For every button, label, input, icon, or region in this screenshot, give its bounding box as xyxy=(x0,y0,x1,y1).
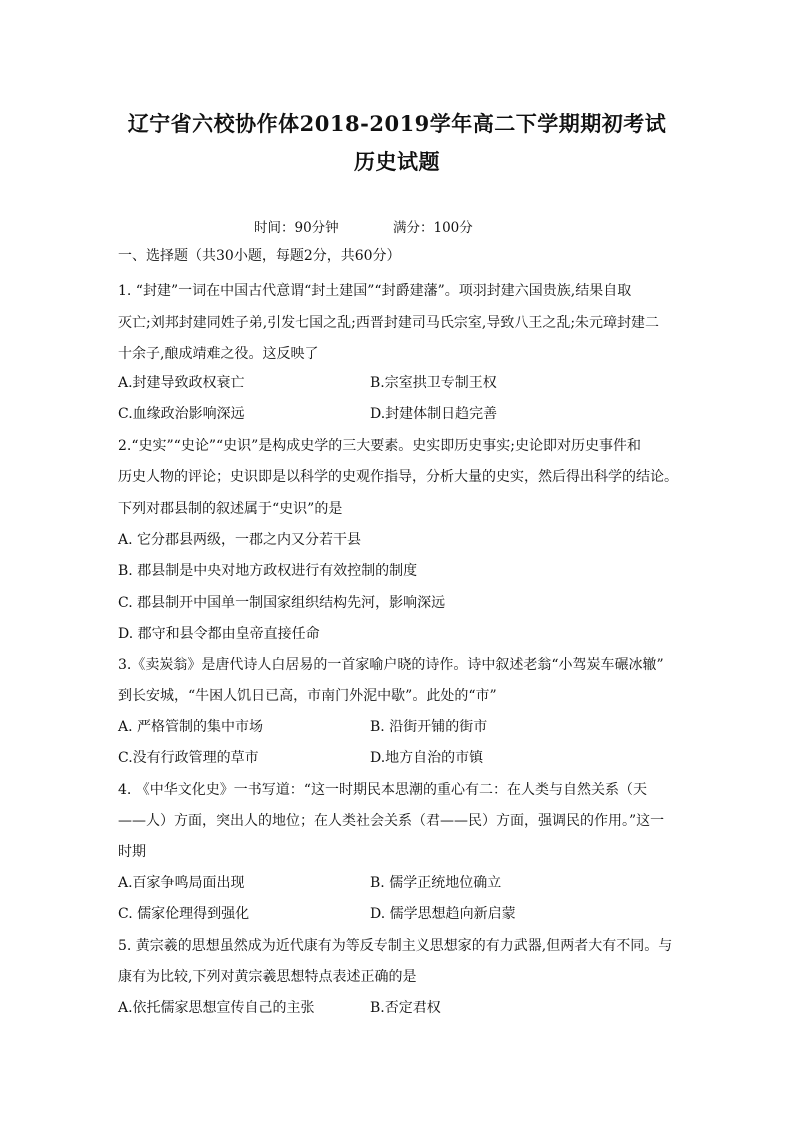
q3-stem-line: 到长安城，“牛困人饥日已高，市南门外泥中歇”。此处的“市” xyxy=(118,688,497,704)
q4-stem-line: 时期 xyxy=(118,844,146,860)
q1-option-b: B.宗室拱卫专制王权 xyxy=(370,375,497,391)
q3-option-c: C.没有行政管理的草市 xyxy=(118,750,259,766)
q3-option-b: B. 沿街开铺的街市 xyxy=(370,719,488,735)
exam-subject: 历史试题 xyxy=(354,149,440,174)
q2-option-a: A. 它分郡县两级，一郡之内又分若干县 xyxy=(118,532,362,548)
q2-option-c: C. 郡县制开中国单一制国家组织结构先河，影响深远 xyxy=(118,595,446,611)
q1-option-c: C.血缘政治影响深远 xyxy=(118,406,245,422)
q1-stem-line: 十余子,酿成靖难之役。这反映了 xyxy=(118,346,319,362)
q5-option-a: A.依托儒家思想宣传自己的主张 xyxy=(118,1000,315,1016)
q1-option-a: A.封建导致政权衰亡 xyxy=(118,375,245,391)
q4-option-b: B. 儒学正统地位确立 xyxy=(370,875,502,891)
q4-stem-line: ——人）方面，突出人的地位；在人类社会关系（君——民）方面，强调民的作用。”这一 xyxy=(118,813,665,829)
section-heading: 一、选择题（共30小题，每题2分，共60分） xyxy=(118,248,401,264)
q4-option-a: A.百家争鸣局面出现 xyxy=(118,875,245,891)
q4-option-d: D. 儒学思想趋向新启蒙 xyxy=(370,906,516,922)
q1-stem-line: 灭亡;刘邦封建同姓子弟,引发七国之乱;西晋封建司马氏宗室,导致八王之乱;朱元璋封建二 xyxy=(118,315,660,331)
q1-option-d: D.封建体制日趋完善 xyxy=(370,406,498,422)
q2-stem-line: 下列对郡县制的叙述属于“史识”的是 xyxy=(118,501,343,517)
exam-title: 辽宁省六校协作体2018-2019学年高二下学期期初考试 xyxy=(127,111,667,136)
q2-stem-line: 历史人物的评论；史识即是以科学的史观作指导，分析大量的史实，然后得出科学的结论。 xyxy=(118,469,678,485)
q4-stem-line: 4. 《中华文化史》一书写道：“这一时期民本思潮的重心有二：在人类与自然关系（天 xyxy=(118,782,647,798)
q2-stem-line: 2.“史实”“史论”“史识”是构成史学的三大要素。史实即历史事实;史论即对历史事件和 xyxy=(118,438,642,454)
q5-stem-line: 康有为比较,下列对黄宗羲思想特点表述正确的是 xyxy=(118,969,417,985)
q3-option-d: D.地方自治的市镇 xyxy=(370,750,484,766)
q5-option-b: B.否定君权 xyxy=(370,1000,441,1016)
exam-score: 满分：100分 xyxy=(392,220,473,236)
exam-time: 时间：90分钟 xyxy=(254,220,339,236)
q3-option-a: A. 严格管制的集中市场 xyxy=(118,719,264,735)
q3-stem-line: 3.《卖炭翁》是唐代诗人白居易的一首家喻户晓的诗作。诗中叙述老翁“小驾炭车碾冰辙” xyxy=(118,657,664,673)
q2-option-d: D. 郡守和县令都由皇帝直接任命 xyxy=(118,626,320,642)
exam-meta xyxy=(254,216,473,236)
q5-stem-line: 5. 黄宗羲的思想虽然成为近代康有为等反专制主义思想家的有力武器,但两者大有不同。与 xyxy=(118,938,673,954)
q4-option-c: C. 儒家伦理得到强化 xyxy=(118,906,250,922)
q2-option-b: B. 郡县制是中央对地方政权进行有效控制的制度 xyxy=(118,563,418,579)
q1-stem-line: 1. “封建”一词在中国古代意谓“封土建国”“封爵建藩”。项羽封建六国贵族,结果自取 xyxy=(118,283,632,299)
